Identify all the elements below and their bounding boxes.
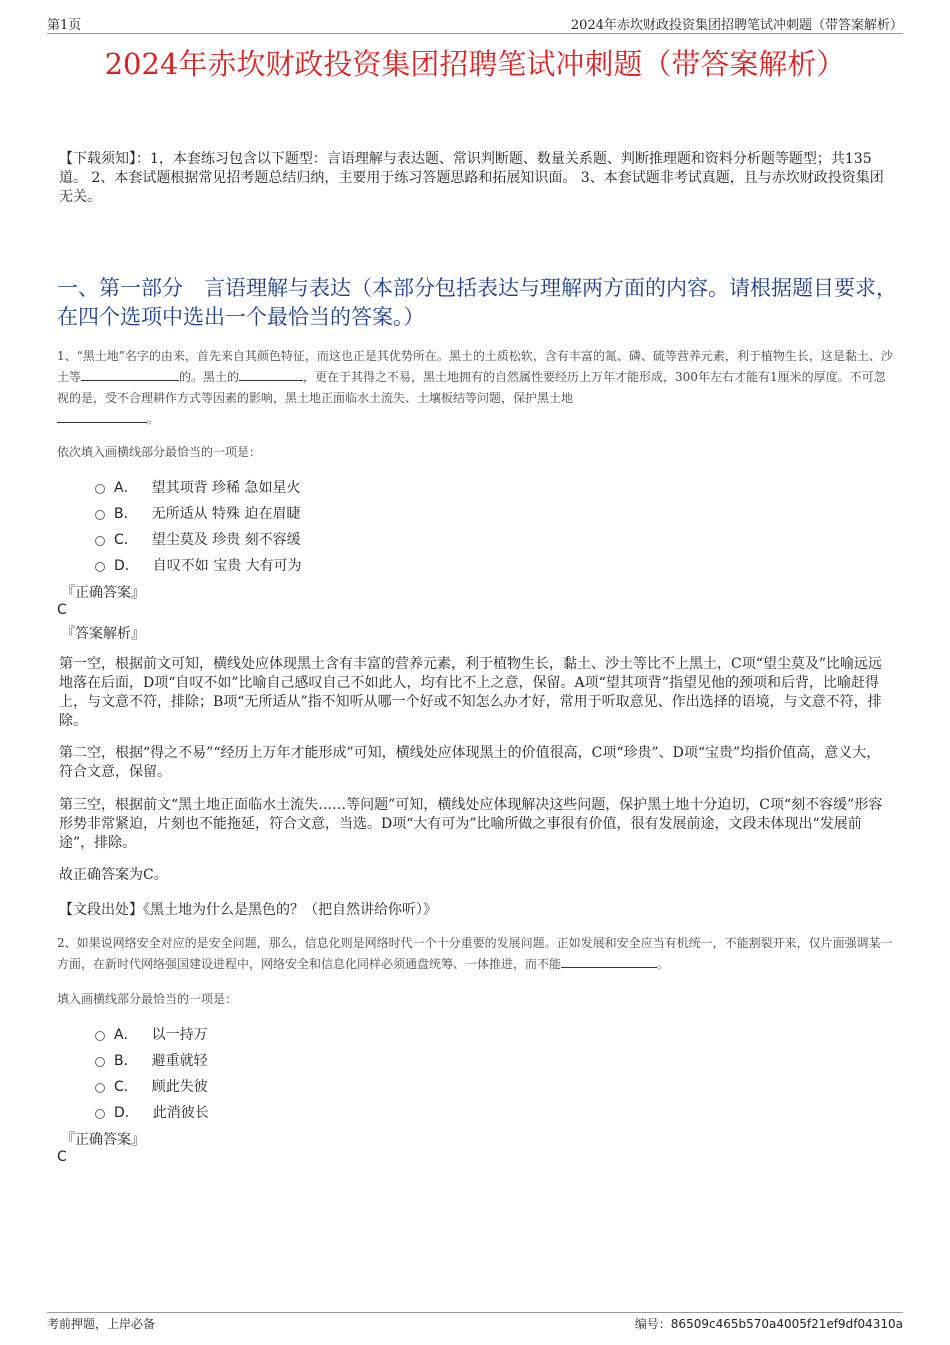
download-notice: 【下载须知】：1，本套练习包含以下题型：言语理解与表达题、常识判断题、数量关系题、判断推理题和资料分析题等题型；共135道。 2、本套试题根据常见招考题总结归纳，主要用于练习答题思路和拓展知识面。 3、本套试题非考试真题，且与赤坎财政投资集团无关。 xyxy=(59,151,884,205)
q1-text-part-d: 。 xyxy=(147,412,160,426)
header-doc-title: 2024年赤坎财政投资集团招聘笔试冲刺题（带答案解析） xyxy=(570,18,903,33)
q1-prompt: 依次填入画横线部分最恰当的一项是： xyxy=(57,445,262,459)
q2-option-c[interactable] xyxy=(95,1076,208,1096)
option-text: 望尘莫及 珍贵 刻不容缓 xyxy=(151,532,301,548)
q2-option-a[interactable] xyxy=(95,1024,208,1044)
q1-option-b[interactable] xyxy=(95,503,301,523)
q2-answer-label: 『正确答案』 xyxy=(61,1132,145,1148)
q1-option-d[interactable] xyxy=(95,555,302,575)
option-letter: B． xyxy=(114,506,138,522)
q1-text-part-a: 1、“黑土地”名字的由来，首先来自其颜色特征，而这也正是其优势所在。黑土的土质松软，含有丰富的氮、磷、硫等营养元素，利于植物生长，这是黏土、沙土等 xyxy=(57,349,893,384)
footer-slogan: 考前押题，上岸必备 xyxy=(47,1317,156,1331)
radio-icon[interactable] xyxy=(95,484,105,494)
q2-prompt: 填入画横线部分最恰当的一项是： xyxy=(57,992,238,1006)
radio-icon[interactable] xyxy=(95,562,105,572)
q1-text-part-b: 的。黑土的 xyxy=(179,370,240,384)
option-letter: B． xyxy=(114,1053,138,1069)
option-text: 以一持万 xyxy=(151,1027,208,1043)
option-letter: A． xyxy=(114,1027,138,1043)
q1-analysis-paragraph: 第一空，根据前文可知，横线处应体现黑土含有丰富的营养元素，利于植物生长，黏土、沙土等比不上黑土，C项“望尘莫及”比喻远远地落在后面，D项“自叹不如”比喻自己感叹自己不如此人，均有比不上之意，保留。A项“望其项背”指望见他的颈项和后背，比喻赶得上，与文意不符，排除；B项“无所适从”指不知听从哪一个好或不知怎么办才好，常用于听取意见、作出选择的语境，与文意不符，排除。 xyxy=(59,656,883,729)
option-letter: D． xyxy=(114,1105,139,1121)
option-text: 自叹不如 宝贵 大有可为 xyxy=(152,558,302,574)
question-2-stem xyxy=(57,933,895,975)
q2-answer: C xyxy=(57,1149,67,1165)
q1-analysis-paragraph: 第二空，根据“得之不易”“经历上万年才能形成”可知，横线处应体现黑土的价值很高，C项“珍贵”、D项“宝贵”均指价值高，意义大，符合文意，保留。 xyxy=(59,745,881,780)
radio-icon[interactable] xyxy=(95,1057,105,1067)
option-text: 望其项背 珍稀 急如星火 xyxy=(151,480,301,496)
header-divider xyxy=(47,33,903,34)
q1-analysis-paragraph: 第三空，根据前文“黑土地正面临水土流失……等问题”可知，横线处应体现解决这些问题，保护黑土地十分迫切，C项“刻不容缓”形容形势非常紧迫，片刻也不能拖延，符合文意，当选。D项“大有可为”比喻所做之事很有价值，很有发展前途，文段未体现出“发展前途”，排除。 xyxy=(59,797,883,851)
q2-option-d[interactable] xyxy=(95,1102,209,1122)
q1-blank-2 xyxy=(239,367,303,381)
q2-blank-1 xyxy=(561,954,657,968)
q1-option-c[interactable] xyxy=(95,529,301,549)
option-text: 此消彼长 xyxy=(152,1105,209,1121)
page-number: 第1页 xyxy=(47,18,82,33)
q1-blank-1 xyxy=(81,367,179,381)
q1-answer: C xyxy=(57,602,67,618)
q1-answer-label: 『正确答案』 xyxy=(61,585,145,601)
q1-analysis-conclusion: 故正确答案为C。 xyxy=(59,867,168,883)
q1-blank-3 xyxy=(57,409,147,423)
page-title: 2024年赤坎财政投资集团招聘笔试冲刺题（带答案解析） xyxy=(104,47,846,81)
option-text: 顾此失彼 xyxy=(151,1079,208,1095)
option-letter: D． xyxy=(114,558,139,574)
q2-option-b[interactable] xyxy=(95,1050,208,1070)
option-letter: A． xyxy=(114,480,138,496)
footer-code xyxy=(635,1315,903,1332)
q1-option-a[interactable] xyxy=(95,477,300,497)
radio-icon[interactable] xyxy=(95,1083,105,1093)
footer-code-label: 编号： xyxy=(634,1317,671,1331)
q1-text-part-c: ，更在于其得之不易，黑土地拥有的自然属性要经历上万年才能形成，300年左右才能有1厘米的厚度。不可忽视的是，受不合理耕作方式等因素的影响，黑土地正面临水土流失、土壤板结等问题，保护黑土地 xyxy=(57,370,886,405)
option-text: 避重就轻 xyxy=(151,1053,208,1069)
section-heading: 一、第一部分 言语理解与表达（本部分包括表达与理解两方面的内容。请根据题目要求，在四个选项中选出一个最恰当的答案。） xyxy=(57,276,897,329)
question-1-stem xyxy=(57,346,895,430)
radio-icon[interactable] xyxy=(95,1031,105,1041)
footer-code-value: 86509c465b570a4005f21ef9df04310a xyxy=(670,1317,903,1331)
q1-analysis-label: 『答案解析』 xyxy=(61,626,145,642)
radio-icon[interactable] xyxy=(95,510,105,520)
option-letter: C． xyxy=(114,1079,138,1095)
radio-icon[interactable] xyxy=(95,1109,105,1119)
q2-text-part-b: 。 xyxy=(657,957,670,971)
q2-text-part-a: 2、如果说网络安全对应的是安全问题，那么，信息化则是网络时代一个十分重要的发展问题。正如发展和安全应当有机统一，不能割裂开来，仅片面强调某一方面，在新时代网络强国建设进程中，网络安全和信息化同样必须通盘统筹、一体推进，而不能 xyxy=(57,936,893,971)
q1-source: 【文段出处】《黑土地为什么是黑色的？（把自然讲给你听）》 xyxy=(59,902,437,918)
radio-icon[interactable] xyxy=(95,536,105,546)
option-text: 无所适从 特殊 迫在眉睫 xyxy=(151,506,301,522)
footer-divider xyxy=(47,1312,903,1313)
option-letter: C． xyxy=(114,532,138,548)
